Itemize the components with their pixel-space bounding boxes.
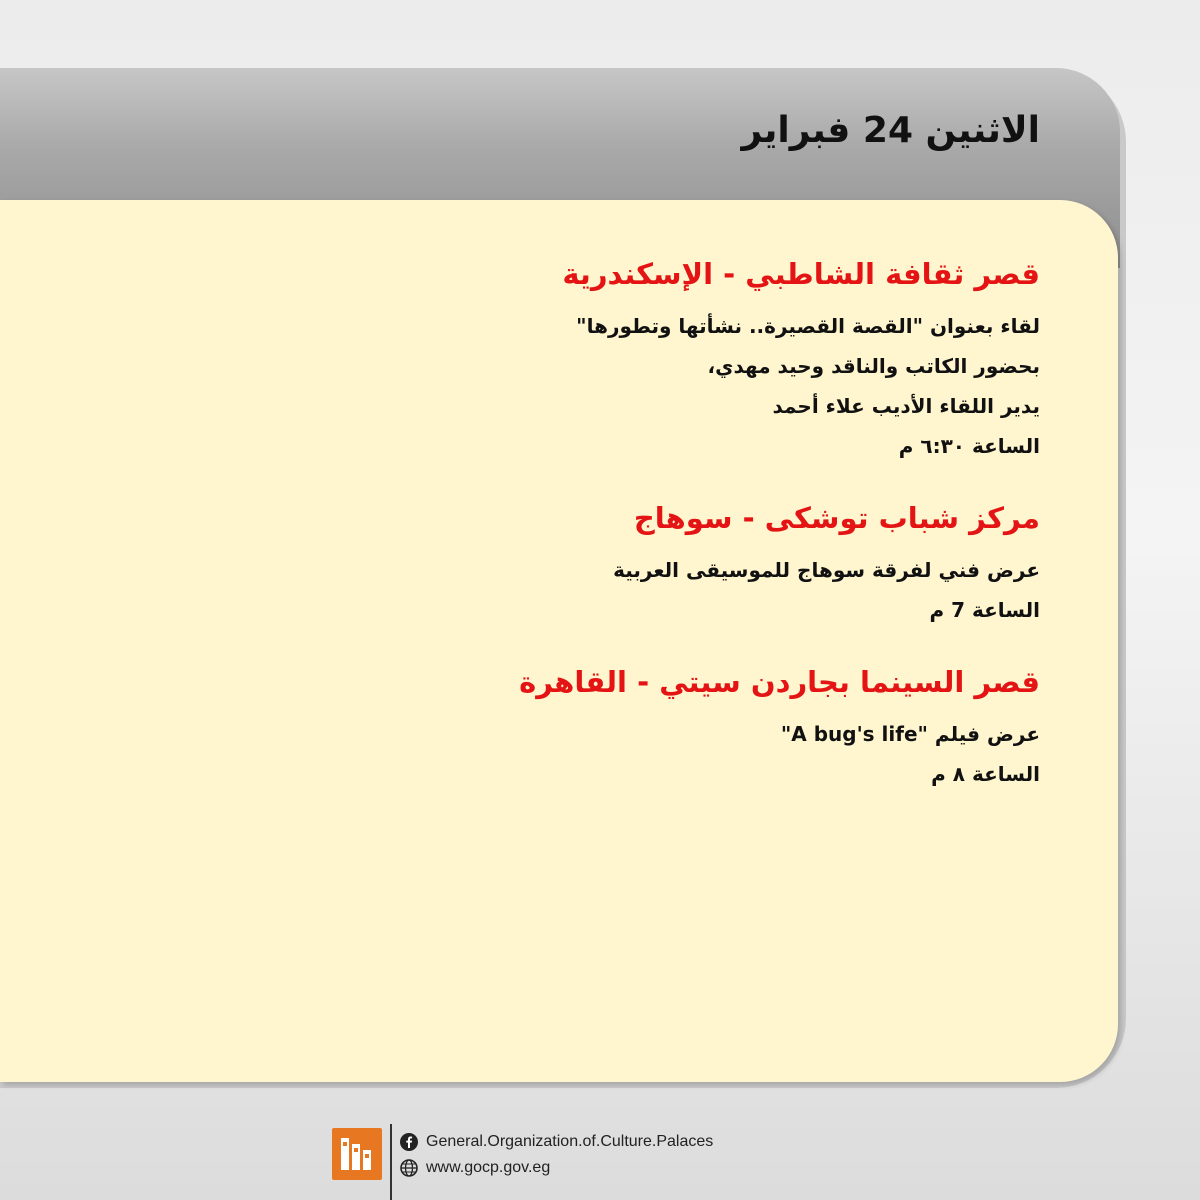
page-title: الاثنين 24 فبراير xyxy=(741,110,1040,151)
event-venue-title: مركز شباب توشكى - سوهاج xyxy=(633,501,1040,535)
facebook-icon xyxy=(400,1133,418,1151)
event-time: الساعة ٨ م xyxy=(931,762,1040,786)
events-list xyxy=(220,252,1040,824)
facebook-page-text: General.Organization.of.Culture.Palaces xyxy=(426,1133,714,1150)
event-item xyxy=(220,660,1040,794)
event-description: لقاء بعنوان "القصة القصيرة.. نشأتها وتطورها" xyxy=(576,314,1040,338)
gocp-logo-icon xyxy=(332,1128,382,1180)
event-time: الساعة 7 م xyxy=(929,598,1040,622)
footer xyxy=(332,1124,752,1200)
event-description: يدير اللقاء الأديب علاء أحمد xyxy=(772,394,1040,418)
event-description: عرض فيلم "A bug's life" xyxy=(780,722,1040,746)
website-url-text: www.gocp.gov.eg xyxy=(426,1159,551,1176)
website-link[interactable] xyxy=(400,1156,550,1180)
globe-icon xyxy=(400,1159,418,1177)
footer-divider xyxy=(390,1124,392,1200)
event-item xyxy=(220,252,1040,466)
event-venue-title: قصر ثقافة الشاطبي - الإسكندرية xyxy=(562,257,1040,291)
logo-glyph-icon xyxy=(339,1134,375,1174)
event-description: بحضور الكاتب والناقد وحيد مهدي، xyxy=(707,354,1040,378)
event-description: عرض فني لفرقة سوهاج للموسيقى العربية xyxy=(613,558,1040,582)
facebook-link[interactable] xyxy=(400,1130,713,1154)
event-venue-title: قصر السينما بجاردن سيتي - القاهرة xyxy=(519,665,1040,699)
event-time: الساعة ٦:٣٠ م xyxy=(898,434,1040,458)
event-item xyxy=(220,496,1040,630)
